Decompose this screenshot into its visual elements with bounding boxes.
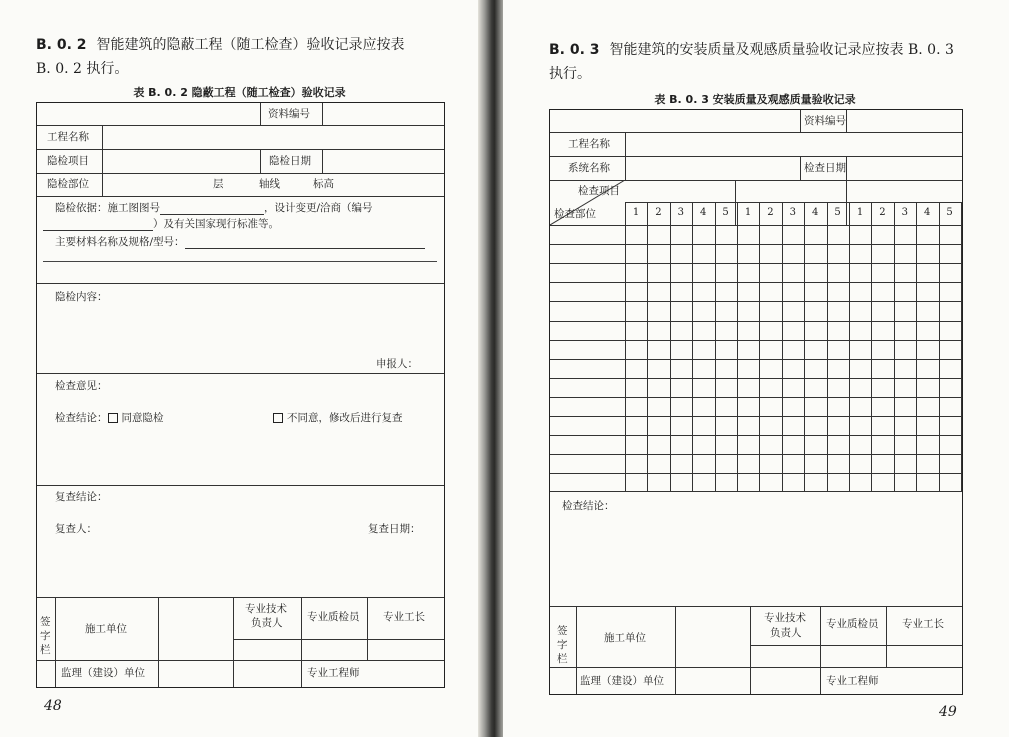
doc-number-label: 资料编号: [268, 108, 310, 120]
page-number-right: 49: [939, 704, 957, 720]
column-number: 3: [901, 207, 908, 218]
supervisor-label: 监理（建设）单位: [61, 667, 145, 679]
right-page: [503, 0, 1009, 737]
column-number: 5: [722, 207, 729, 218]
grid-row-line: [550, 321, 962, 322]
column-number: 2: [879, 207, 886, 218]
tech-lead-label-1: 专业技术: [764, 612, 806, 624]
concealed-work-table: [36, 102, 445, 688]
column-number: 3: [789, 207, 796, 218]
recheck-date-label: 复查日期：: [368, 523, 421, 535]
grid-row-line: [550, 359, 962, 360]
section-b02-heading: [36, 33, 405, 81]
check-date-label: 检查日期: [804, 162, 846, 174]
basis-text-cont: ）及有关国家现行标准等。: [43, 218, 279, 231]
column-number: 2: [655, 207, 662, 218]
grid-column-line: [782, 202, 783, 491]
column-number: 4: [700, 207, 707, 218]
check-item-label: 检查项目: [578, 185, 620, 197]
grid-row-line: [550, 473, 962, 474]
sign-column-label: 签字栏: [40, 616, 51, 656]
section-number: B. 0. 2: [36, 37, 87, 53]
system-name-label: 系统名称: [568, 162, 610, 174]
materials-text: 主要材料名称及规格/型号：: [55, 236, 425, 249]
grid-column-line: [737, 202, 738, 491]
check-part-label: 检查部位: [554, 208, 596, 220]
disagree-checkbox[interactable]: [273, 413, 283, 423]
section-b03-heading: [549, 38, 954, 86]
column-number: 2: [767, 207, 774, 218]
inspection-item-label: 隐检项目: [47, 155, 89, 167]
content-label: 隐检内容：: [55, 291, 108, 303]
engineer-label: 专业工程师: [826, 675, 879, 687]
sign-column-label: 签字栏: [557, 625, 568, 665]
supervisor-label: 监理（建设）单位: [580, 675, 664, 687]
page-number-left: 48: [44, 698, 62, 714]
grid-column-line: [916, 202, 917, 491]
axis-label: 轴线: [259, 178, 280, 190]
tech-lead-label-2: 负责人: [251, 617, 283, 629]
column-number: 5: [946, 207, 953, 218]
grid-row-line: [550, 435, 962, 436]
column-number: 4: [924, 207, 931, 218]
grid-column-line: [827, 202, 828, 491]
installation-quality-table: [549, 109, 963, 695]
section-text-cont: 执行。: [549, 66, 591, 82]
grid-column-line: [647, 202, 648, 491]
inspection-part-label: 隐检部位: [47, 178, 89, 190]
left-page: [0, 0, 485, 737]
qc-label: 专业质检员: [307, 611, 360, 623]
grid-column-line: [894, 202, 895, 491]
grid-column-line: [625, 202, 626, 491]
foreman-label: 专业工长: [383, 611, 425, 623]
conclusion-row: 检查结论： 同意隐检: [55, 412, 164, 424]
agree-checkbox[interactable]: [108, 413, 118, 423]
column-number: 3: [677, 207, 684, 218]
disagree-option: 不同意，修改后进行复查: [273, 412, 403, 425]
recheck-label: 复查结论：: [55, 491, 108, 503]
grid-row-line: [550, 340, 962, 341]
grid-column-line: [759, 202, 760, 491]
inspection-date-label: 隐检日期: [269, 155, 311, 167]
grid-column-line: [804, 202, 805, 491]
reporter-label: 申报人：: [376, 358, 418, 370]
constructor-label: 施工单位: [85, 623, 127, 635]
tech-lead-label-2: 负责人: [770, 627, 802, 639]
doc-number-label: 资料编号: [804, 115, 846, 127]
constructor-label: 施工单位: [604, 632, 646, 644]
column-number: 1: [744, 207, 752, 218]
section-text: 智能建筑的隐蔽工程（随工检查）验收记录应按表: [96, 37, 405, 53]
project-name-label: 工程名称: [568, 138, 610, 150]
qc-label: 专业质检员: [826, 618, 879, 630]
grid-column-line: [849, 202, 850, 491]
grid-row-line: [550, 263, 962, 264]
grid-column-line: [871, 202, 872, 491]
grid-column-line: [692, 202, 693, 491]
grid-row-line: [550, 378, 962, 379]
grid-row-line: [550, 301, 962, 302]
rechecker-label: 复查人：: [55, 523, 97, 535]
grid-column-line: [961, 202, 962, 491]
grid-column-line: [670, 202, 671, 491]
opinion-label: 检查意见：: [55, 380, 108, 392]
project-name-label: 工程名称: [47, 131, 89, 143]
grid-column-line: [715, 202, 716, 491]
layer-label: 层: [213, 178, 224, 190]
column-number: 4: [812, 207, 819, 218]
column-number: 1: [632, 207, 640, 218]
engineer-label: 专业工程师: [307, 667, 360, 679]
grid-row-line: [550, 244, 962, 245]
tech-lead-label-1: 专业技术: [245, 603, 287, 615]
column-number: 5: [834, 207, 841, 218]
conclusion-label: 检查结论：: [562, 500, 615, 512]
grid-row-line: [550, 416, 962, 417]
foreman-label: 专业工长: [902, 618, 944, 630]
section-number: B. 0. 3: [549, 42, 600, 58]
elevation-label: 标高: [313, 178, 334, 190]
section-text-cont: B. 0. 2 执行。: [36, 61, 129, 77]
column-number: 1: [856, 207, 864, 218]
grid-row-line: [550, 397, 962, 398]
table-caption: 表 B. 0. 2 隐蔽工程（随工检查）验收记录: [133, 86, 346, 99]
section-text: 智能建筑的安装质量及观感质量验收记录应按表 B. 0. 3: [609, 42, 954, 58]
table-caption: 表 B. 0. 3 安装质量及观感质量验收记录: [654, 93, 856, 106]
grid-row-line: [550, 282, 962, 283]
grid-column-line: [939, 202, 940, 491]
basis-text: 隐检依据：施工图图号 ，设计变更/洽商（编号: [55, 202, 373, 214]
grid-row-line: [550, 454, 962, 455]
